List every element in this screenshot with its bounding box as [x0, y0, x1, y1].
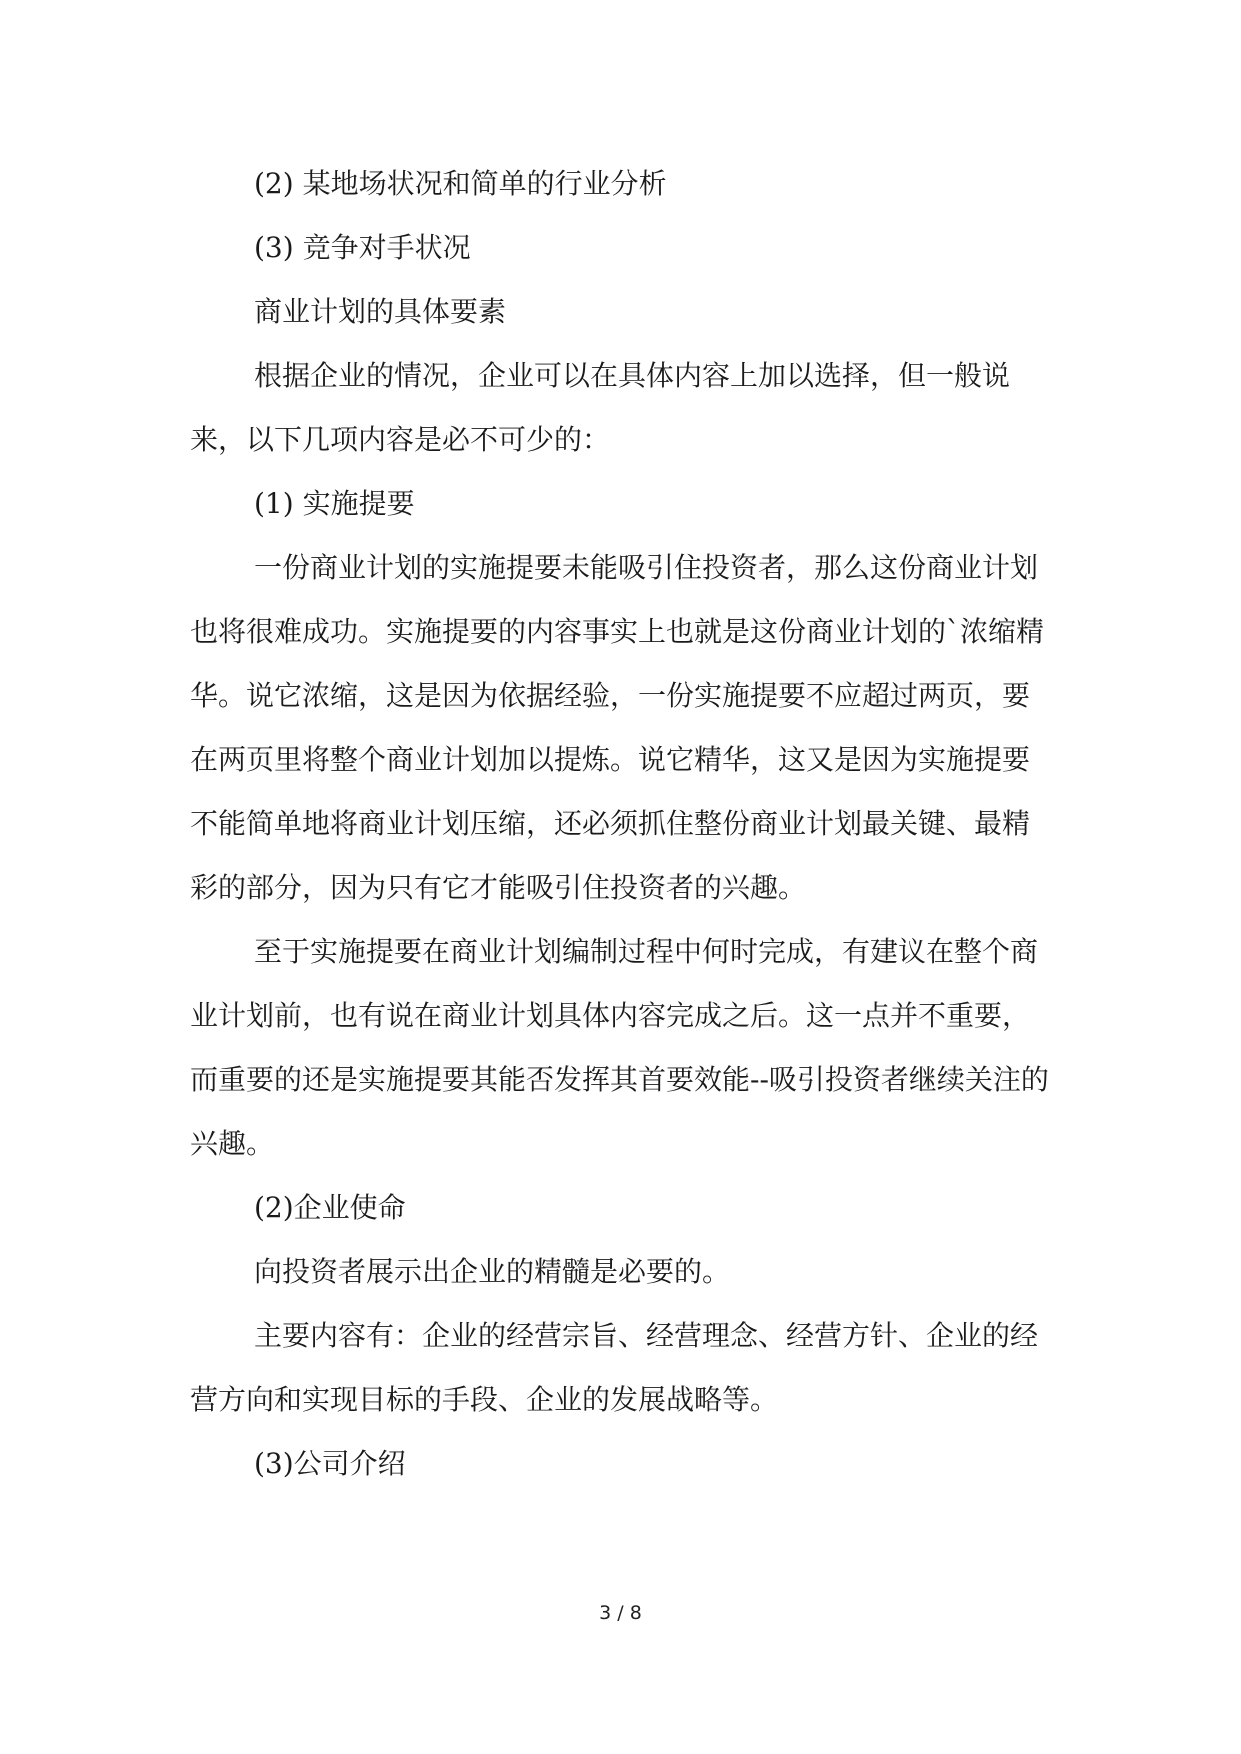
list-item-executive-summary: (1) 实施提要	[254, 487, 415, 520]
list-item-mission: (2)企业使命	[254, 1191, 406, 1224]
paragraph-summary-timing: 至于实施提要在商业计划编制过程中何时完成，有建议在整个商业计划前，也有说在商业计划具体内容完成之后。这一点并不重要，而重要的还是实施提要其能否发挥其首要效能--吸引投资者继续关注的兴趣。	[190, 935, 1049, 1160]
paragraph-summary-importance: 一份商业计划的实施提要未能吸引住投资者，那么这份商业计划也将很难成功。实施提要的内容事实上也就是这份商业计划的`浓缩精华。说它浓缩，这是因为依据经验，一份实施提要不应超过两页，要在两页里将整个商业计划加以提炼。说它精华，这又是因为实施提要不能简单地将商业计划压缩，还必须抓住整份商业计划最关键、最精彩的部分，因为只有它才能吸引住投资者的兴趣。	[190, 551, 1045, 904]
paragraph-mission-intro: 向投资者展示出企业的精髓是必要的。	[254, 1255, 731, 1288]
document-body	[190, 152, 1052, 1496]
section-heading-elements: 商业计划的具体要素	[254, 295, 507, 328]
page-number: 3 / 8	[599, 1602, 642, 1624]
paragraph-intro: 根据企业的情况，企业可以在具体内容上加以选择，但一般说来，以下几项内容是必不可少的：	[190, 359, 1011, 456]
paragraph-mission-content: 主要内容有：企业的经营宗旨、经营理念、经营方针、企业的经营方向和实现目标的手段、企业的发展战略等。	[190, 1319, 1039, 1416]
list-item-competitors: (3) 竞争对手状况	[254, 231, 471, 264]
list-item-market-analysis: (2) 某地场状况和简单的行业分析	[254, 167, 667, 200]
list-item-company-intro: (3)公司介绍	[254, 1447, 406, 1480]
